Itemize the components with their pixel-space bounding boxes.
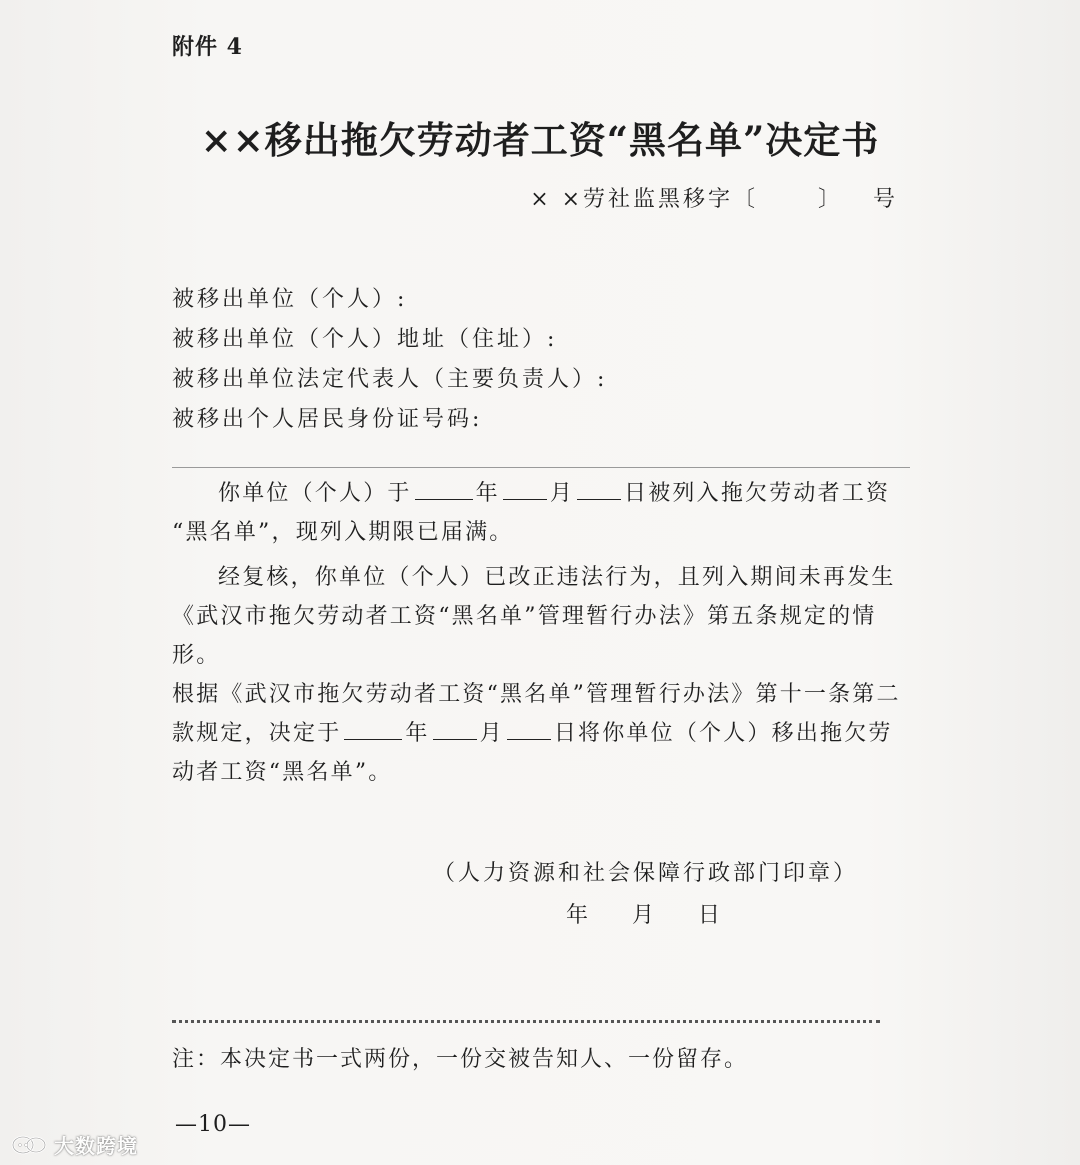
document-number: × ×劳社监黑移字〔 〕 号 [530, 187, 898, 212]
document-title: ××移出拖欠劳动者工资“黑名单”决定书 [200, 118, 880, 162]
field-legal-representative: 被移出单位法定代表人（主要负责人）: [172, 367, 608, 392]
watermark-text: 大数跨境 [54, 1134, 138, 1158]
blank-removal-day [507, 738, 551, 740]
section-divider [172, 467, 910, 468]
blank-month [503, 498, 547, 500]
footnote: 注：本决定书一式两份，一份交被告知人、一份留存。 [172, 1047, 749, 1072]
page-number: —10— [175, 1112, 251, 1137]
blank-removal-month [433, 738, 477, 740]
blank-removal-year [344, 738, 402, 740]
chat-bubble-logo-icon [10, 1133, 48, 1157]
seal-placeholder: （人力资源和社会保障行政部门印章） [433, 861, 859, 886]
blank-day [577, 498, 621, 500]
signature-date: 年 月 日 [566, 903, 721, 928]
blank-year [415, 498, 473, 500]
watermark [10, 1130, 138, 1159]
field-id-number: 被移出个人居民身份证号码: [172, 407, 483, 432]
attachment-label: 附件 4 [172, 34, 243, 60]
paragraph-decision: 经复核，你单位（个人）已改正违法行为，且列入期间未再发生 《武汉市拖欠劳动者工资“黑名单”管理暂行办法》第五条规定的情形。 根据《武汉市拖欠劳动者工资“黑名单”管理暂行办法》第十一条第二 款规定，决定于 年 月 日将你单位（个人）移出拖欠劳 动者工资“黑名单”。 [172, 565, 901, 785]
paragraph-listing-expired: 你单位（个人）于 年 月 日被列入拖欠劳动者工资 “黑名单”，现列入期限已届满。 [172, 481, 891, 545]
dotted-divider [172, 1020, 880, 1023]
field-unit-name: 被移出单位（个人）: [172, 287, 408, 312]
field-unit-address: 被移出单位（个人）地址（住址）: [172, 327, 558, 352]
